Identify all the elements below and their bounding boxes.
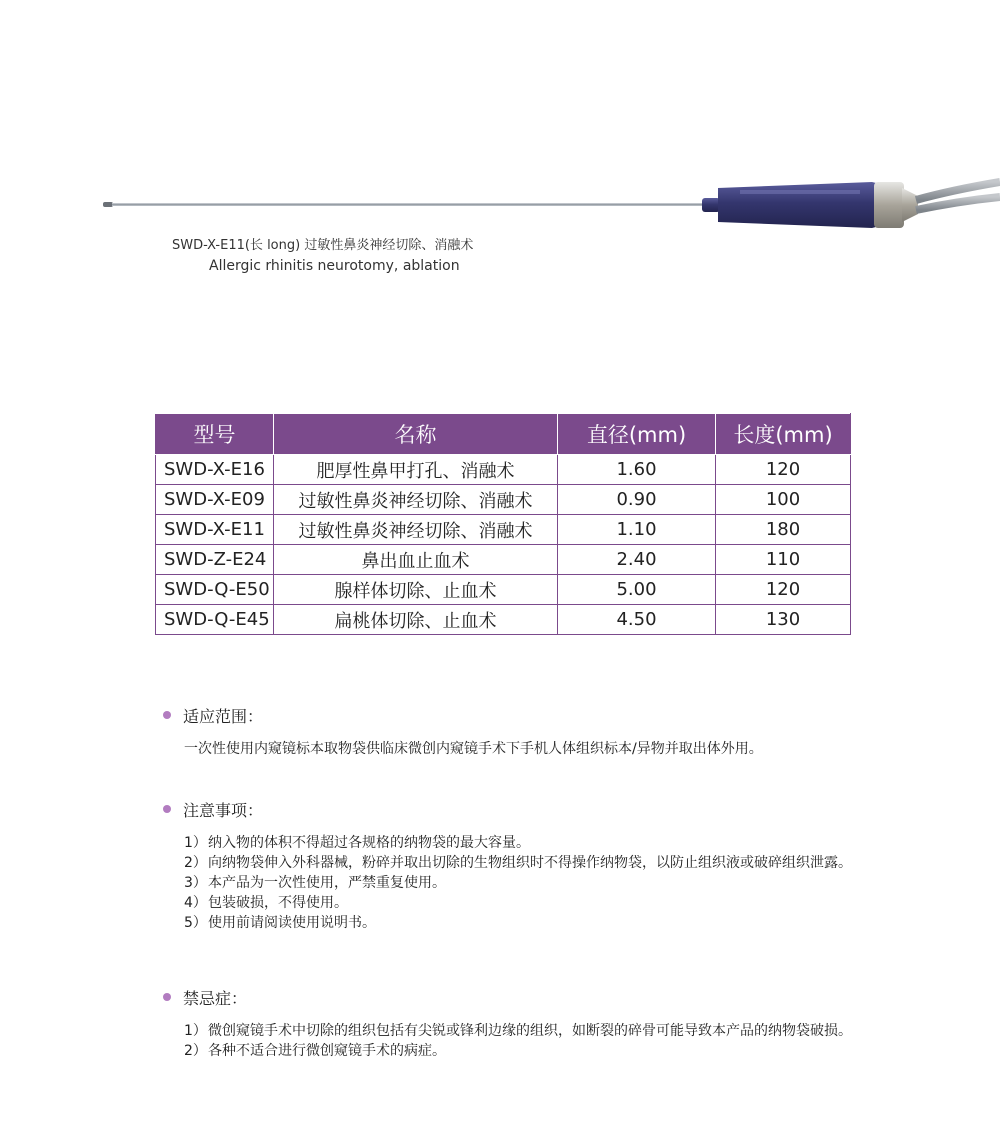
item-text: 纳入物的体积不得超过各规格的纳物袋的最大容量。 — [208, 835, 530, 851]
bullet-dot-icon — [163, 805, 171, 813]
table-row — [156, 545, 851, 575]
item-number: 5） — [184, 915, 207, 931]
cell-name: 扁桃体切除、止血术 — [274, 605, 558, 635]
scope-section — [163, 703, 883, 759]
item-text: 包装破损，不得使用。 — [208, 895, 348, 911]
section-title: 注意事项： — [183, 800, 264, 820]
header-name: 名称 — [274, 414, 558, 455]
list-item — [184, 873, 883, 893]
cell-model: SWD-X-E09 — [156, 485, 274, 515]
item-number: 4） — [184, 895, 207, 911]
cell-model: SWD-Q-E45 — [156, 605, 274, 635]
cell-diameter: 5.00 — [558, 575, 716, 605]
item-number: 1） — [184, 1023, 207, 1039]
cell-name: 过敏性鼻炎神经切除、消融术 — [274, 515, 558, 545]
list-item — [184, 913, 883, 933]
header-diameter: 直径(mm) — [558, 414, 716, 455]
item-text: 本产品为一次性使用，严禁重复使用。 — [208, 875, 446, 891]
header-model: 型号 — [156, 414, 274, 455]
table-header-row — [156, 414, 851, 455]
cell-model: SWD-Z-E24 — [156, 545, 274, 575]
section-title: 适应范围： — [183, 706, 264, 726]
list-item — [184, 893, 883, 913]
bullet-dot-icon — [163, 711, 171, 719]
list-item — [184, 1041, 883, 1061]
cell-name: 鼻出血止血术 — [274, 545, 558, 575]
cell-length: 100 — [716, 485, 851, 515]
cell-length: 130 — [716, 605, 851, 635]
cell-length: 180 — [716, 515, 851, 545]
notes-section — [163, 797, 883, 933]
caption-model-line: SWD-X-E11(长 long) 过敏性鼻炎神经切除、消融术 — [172, 238, 474, 253]
list-item — [184, 853, 883, 873]
cell-diameter: 0.90 — [558, 485, 716, 515]
item-number: 2） — [184, 1043, 207, 1059]
cell-model: SWD-X-E11 — [156, 515, 274, 545]
item-text: 使用前请阅读使用说明书。 — [208, 915, 376, 931]
header-length: 长度(mm) — [716, 414, 851, 455]
item-text: 向纳物袋伸入外科器械，粉碎并取出切除的生物组织时不得操作纳物袋，以防止组织液或破碎组织泄露。 — [208, 855, 852, 871]
list-item — [184, 1021, 883, 1041]
cell-name: 过敏性鼻炎神经切除、消融术 — [274, 485, 558, 515]
section-title: 禁忌症： — [183, 988, 248, 1008]
cell-name: 腺样体切除、止血术 — [274, 575, 558, 605]
item-text: 微创窥镜手术中切除的组织包括有尖锐或锋利边缘的组织，如断裂的碎骨可能导致本产品的纳物袋破损。 — [208, 1023, 852, 1039]
table-row — [156, 605, 851, 635]
caption-english-line: Allergic rhinitis neurotomy, ablation — [209, 258, 460, 274]
item-number: 3） — [184, 875, 207, 891]
bullet-dot-icon — [163, 993, 171, 1001]
cell-name: 肥厚性鼻甲打孔、消融术 — [274, 455, 558, 485]
cell-length: 120 — [716, 455, 851, 485]
cell-diameter: 1.10 — [558, 515, 716, 545]
table-row — [156, 575, 851, 605]
contraindications-section — [163, 985, 883, 1061]
table-row — [156, 515, 851, 545]
cell-model: SWD-Q-E50 — [156, 575, 274, 605]
cell-diameter: 4.50 — [558, 605, 716, 635]
table-row — [156, 455, 851, 485]
item-text: 各种不适合进行微创窥镜手术的病症。 — [208, 1043, 446, 1059]
item-number: 2） — [184, 855, 207, 871]
scope-text: 一次性使用内窥镜标本取物袋供临床微创内窥镜手术下手机人体组织标本/异物并取出体外用。 — [184, 741, 763, 757]
table-row — [156, 485, 851, 515]
spec-table — [155, 413, 851, 635]
cell-diameter: 2.40 — [558, 545, 716, 575]
item-number: 1） — [184, 835, 207, 851]
product-caption — [172, 236, 473, 276]
list-item — [184, 833, 883, 853]
cell-model: SWD-X-E16 — [156, 455, 274, 485]
cell-length: 120 — [716, 575, 851, 605]
cell-length: 110 — [716, 545, 851, 575]
ablation-probe-illustration — [0, 170, 1000, 240]
cell-diameter: 1.60 — [558, 455, 716, 485]
